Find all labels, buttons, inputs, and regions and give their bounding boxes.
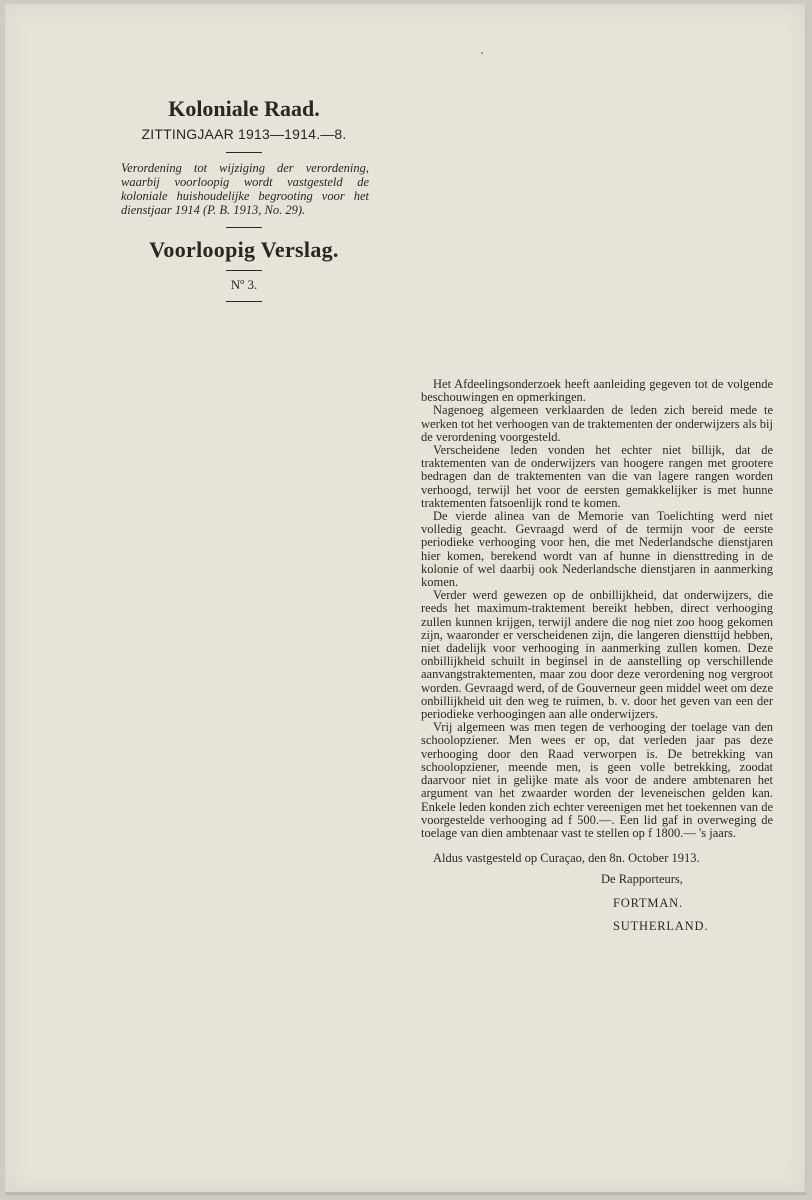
paper-speck	[481, 52, 483, 54]
council-title: Koloniale Raad.	[168, 96, 320, 121]
body-paragraph: Verder werd gewezen op de onbillijkheid, dat onderwijzers, die reeds het maximum-traktement bereikt hebben, direct verhooging zullen kunnen krijgen, terwijl andere die nog niet zoo hoog gekomen zijn, waaronder er verscheidenen zijn, die langeren diensttijd hebben, niet dadelijk voor verhooging in aanmerking zullen komen. Deze onbillijkheid schuilt in beginsel in de aanstelling op verschillende aanvangstraktementen, maar zou door deze verordening nog vergroot worden. Gevraagd werd, of de Gouverneur geen middel weet om deze onbillijkheid uit den weg te ruimen, b. v. door het geven van een der periodieke verhoogingen aan alle onderwijzers.	[421, 588, 773, 722]
document-page	[5, 4, 807, 1195]
header-block	[113, 96, 375, 310]
divider	[226, 152, 262, 153]
divider	[226, 301, 262, 302]
body-paragraph: Verscheidene leden vonden het echter niet billijk, dat de traktementen van de onderwijzers van hoogere rangen met grootere bedragen dan de traktementen van die van lagere rangen worden verhoogd, terwijl het voor de eersten gemakkelijker is met hunne traktementen fatsoenlijk rond te komen.	[421, 443, 773, 510]
signatory-name: SUTHERLAND.	[613, 918, 709, 933]
closing-line: Aldus vastgesteld op Curaçao, den 8n. October 1913.	[433, 851, 700, 866]
body-paragraph: Nagenoeg algemeen verklaarden de leden zich bereid mede te werken tot het verhoogen van de traktementen der onderwijzers als bij de verordening voorgesteld.	[421, 403, 773, 444]
report-body	[421, 378, 773, 933]
signature-label: De Rapporteurs,	[601, 872, 683, 887]
divider	[226, 270, 262, 271]
report-heading: Voorloopig Verslag.	[149, 237, 339, 262]
ordinance-description: Verordening tot wijziging der verordening, waarbij voorloopig wordt vastgesteld de koloniale huishoudelijke begrooting voor het dienstjaar 1914 (P. B. 1913, No. 29).	[121, 161, 369, 217]
body-paragraph: De vierde alinea van de Memorie van Toelichting werd niet volledig geacht. Gevraagd werd of de termijn voor de eerste periodieke verhooging voor hen, die met Nederlandsche dienstjaren hier komen, berekend wordt van af hunne in diensttreding in de kolonie of wel daarbij ook Nederlandsche dienstjaren in aanmerking komen.	[421, 509, 773, 590]
body-paragraph: Vrij algemeen was men tegen de verhooging der toelage van den schoolopziener. Men wees er op, dat verleden jaar pas deze verhooging door den Raad verworpen is. De betrekking van schoolopziener, meende men, is geen volle betrekking, zoodat daarvoor niet in gelijke mate als voor de andere ambtenaren het argument van het zwaarder worden der leveneischen gelden kan. Enkele leden konden zich echter vereenigen met het toekennen van de voorgestelde verhooging ad f 500.—. Een lid gaf in overweging de toelage van dien ambtenaar vast te stellen op f 1800.— 's jaars.	[421, 720, 773, 840]
session-year: ZITTINGJAAR 1913—1914.—8.	[141, 126, 347, 142]
divider	[226, 227, 262, 228]
signatory-name: FORTMAN.	[613, 895, 683, 910]
report-number: Nº 3.	[230, 277, 258, 292]
body-paragraph: Het Afdeelingsonderzoek heeft aanleiding gegeven tot de volgende beschouwingen en opmerkingen.	[421, 377, 773, 405]
